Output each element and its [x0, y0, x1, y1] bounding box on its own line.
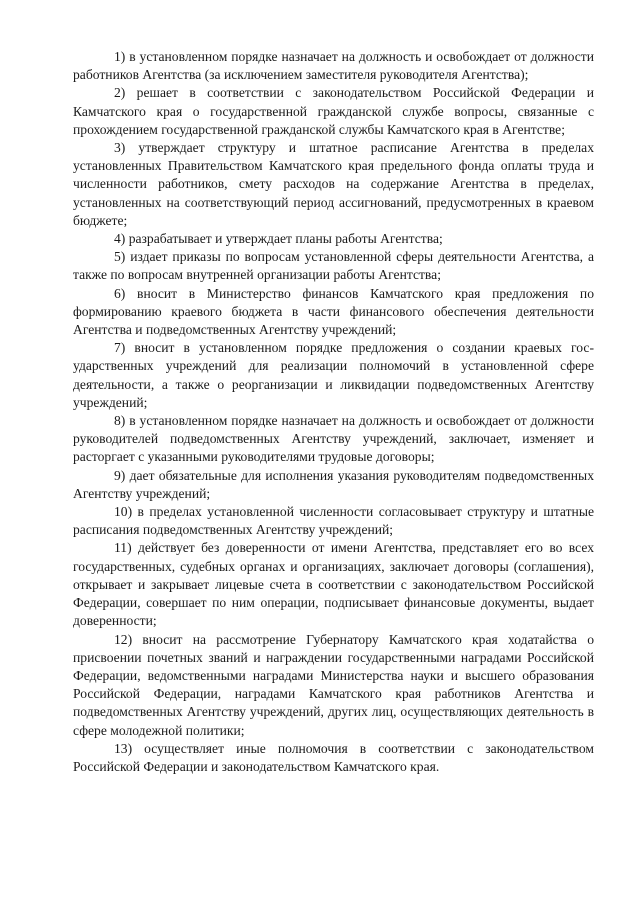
list-item: 3) утверждает структуру и штатное расписание Агентства в пределах установленных Правительством Камчатского края предельного фонда оплаты труда и численности работников, смету расходов на содержание Агентства в пределах, установленных на соответствующий период ассигнований, предусмотренных в краевом бюджете;	[73, 140, 594, 228]
list-item: 11) действует без доверенности от имени Агентства, представляет его во всех государственных, судебных органах и организациях, заключает договоры (соглашения), открывает и закрывает лицевые счета в соответствии с законодательством Российской Федерации, совершает по ним операции, подписывает финансовые документы, выдает доверенности;	[73, 540, 594, 629]
list-item: 13) осуществляет иные полномочия в соответствии с законодательством Российской Федерации и законодательством Камчатского края.	[73, 740, 594, 774]
list-item: 4) разрабатывает и утверждает планы работы Агентства;	[114, 231, 443, 247]
list-item: 9) дает обязательные для исполнения указания руководителям подведомственных Агентству учреждений;	[73, 467, 594, 501]
list-item: 8) в установленном порядке назначает на должность и освобождает от должности руководителей подведомственных Агентству учреждений, заключает, изменяет и расторгает с указанными руководителями трудовые договоры;	[73, 413, 594, 465]
list-item: 5) издает приказы по вопросам установленной сферы деятельности Агентства, а также по вопросам внутренней организации работы Агентства;	[73, 249, 594, 283]
document-body	[73, 48, 594, 776]
list-item: 7) вносит в установленном порядке предложения о создании краевых государственных учреждений для реализации полномочий в установленной сфере деятельности, а также о реорганизации и ликвидации подведомственных Агентству учреждений;	[73, 340, 594, 410]
list-item: 2) решает в соответствии с законодательством Российской Федерации и Камчатского края о государственной гражданской службе вопросы, связанные с прохождением государственной гражданской службы Камчатского края в Агентстве;	[73, 85, 594, 137]
list-item: 10) в пределах установленной численности согласовывает структуру и штатные расписания подведомственных Агентству учреждений;	[73, 504, 594, 538]
list-item: 1) в установленном порядке назначает на должность и освобождает от должности работников Агентства (за исключением заместителя руководителя Агентства);	[73, 49, 594, 83]
list-item: 6) вносит в Министерство финансов Камчатского края предложения по формированию краевого бюджета в части финансового обеспечения деятельности Агентства и подведомственных Агентству учреждений;	[73, 285, 594, 338]
list-item: 12) вносит на рассмотрение Губернатору Камчатского края ходатайства о присвоении почетных званий и награждении государственными наградами Российской Федерации, ведомственными наградами Министерства науки и высшего образования Российской Федерации, наградами Камчатского края работников Агентства и подведомственных Агентству учреждений, других лиц, осуществляющих деятельность в сфере молодежной политики;	[73, 631, 594, 738]
